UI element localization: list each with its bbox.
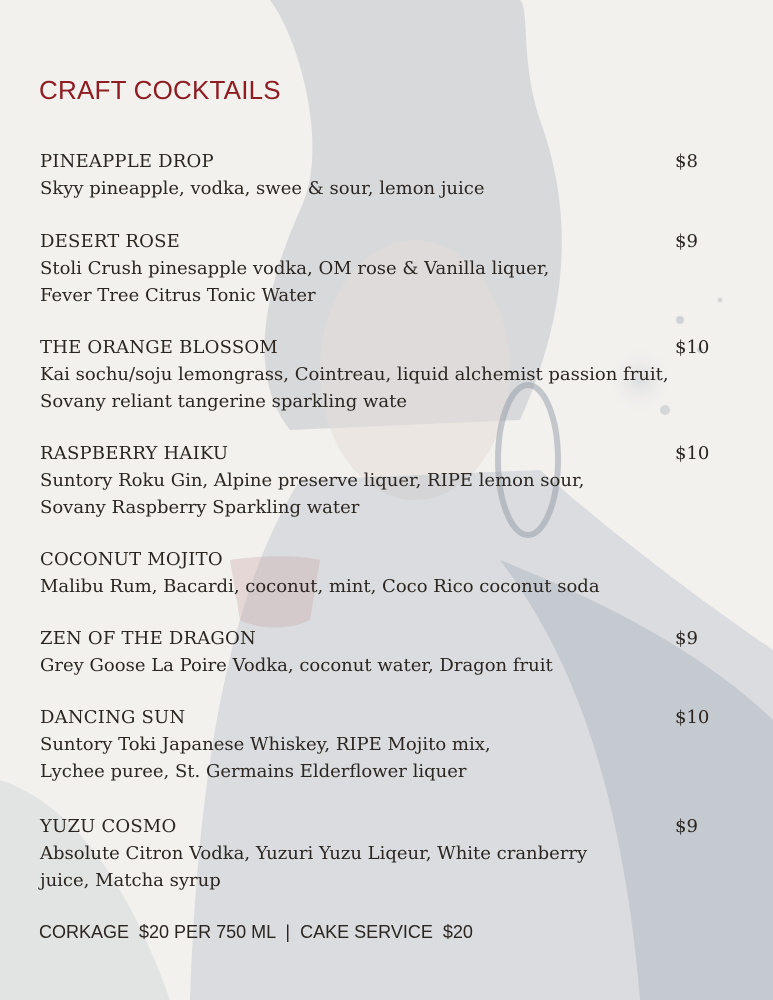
item-name: DESERT ROSE <box>40 231 180 252</box>
item-description: Skyy pineapple, vodka, swee & sour, lemon juice <box>40 178 485 199</box>
item-description: Suntory Roku Gin, Alpine preserve liquer, RIPE lemon sour, <box>40 470 585 491</box>
item-price: $8 <box>675 151 698 172</box>
item-name: ZEN OF THE DRAGON <box>40 628 256 649</box>
item-name: THE ORANGE BLOSSOM <box>40 337 278 358</box>
menu-item <box>40 440 740 521</box>
item-description: Grey Goose La Poire Vodka, coconut water, Dragon fruit <box>40 655 553 676</box>
item-name: COCONUT MOJITO <box>40 549 223 570</box>
item-description: Fever Tree Citrus Tonic Water <box>40 285 316 306</box>
item-description: Lychee puree, St. Germains Elderflower liquer <box>40 761 467 782</box>
item-price: $10 <box>675 337 710 358</box>
item-name: YUZU COSMO <box>40 816 177 837</box>
item-description: Stoli Crush pinesapple vodka, OM rose & Vanilla liquer, <box>40 258 550 279</box>
item-price: $9 <box>675 628 698 649</box>
footer-note: CORKAGE $20 PER 750 ML | CAKE SERVICE $20 <box>39 922 473 942</box>
menu-item <box>40 625 740 679</box>
item-description: Suntory Toki Japanese Whiskey, RIPE Mojito mix, <box>40 734 491 755</box>
menu-item <box>40 334 740 415</box>
item-description: Absolute Citron Vodka, Yuzuri Yuzu Liqeur, White cranberry <box>40 843 588 864</box>
section-heading: CRAFT COCKTAILS <box>39 75 281 105</box>
item-name: PINEAPPLE DROP <box>40 151 214 172</box>
menu-item <box>40 228 740 309</box>
item-description: Malibu Rum, Bacardi, coconut, mint, Coco Rico coconut soda <box>40 576 600 597</box>
item-price: $10 <box>675 707 710 728</box>
item-price: $10 <box>675 443 710 464</box>
menu-item <box>40 704 740 785</box>
item-price: $9 <box>675 231 698 252</box>
item-name: DANCING SUN <box>40 707 186 728</box>
item-description: Sovany reliant tangerine sparkling wate <box>40 391 408 412</box>
menu-item <box>40 813 740 894</box>
item-description: Sovany Raspberry Sparkling water <box>40 497 360 518</box>
item-price: $9 <box>675 816 698 837</box>
item-description: Kai sochu/soju lemongrass, Cointreau, liquid alchemist passion fruit, <box>40 364 669 385</box>
item-description: juice, Matcha syrup <box>40 870 221 891</box>
menu-item <box>40 148 740 202</box>
item-name: RASPBERRY HAIKU <box>40 443 229 464</box>
menu-item <box>40 546 740 600</box>
